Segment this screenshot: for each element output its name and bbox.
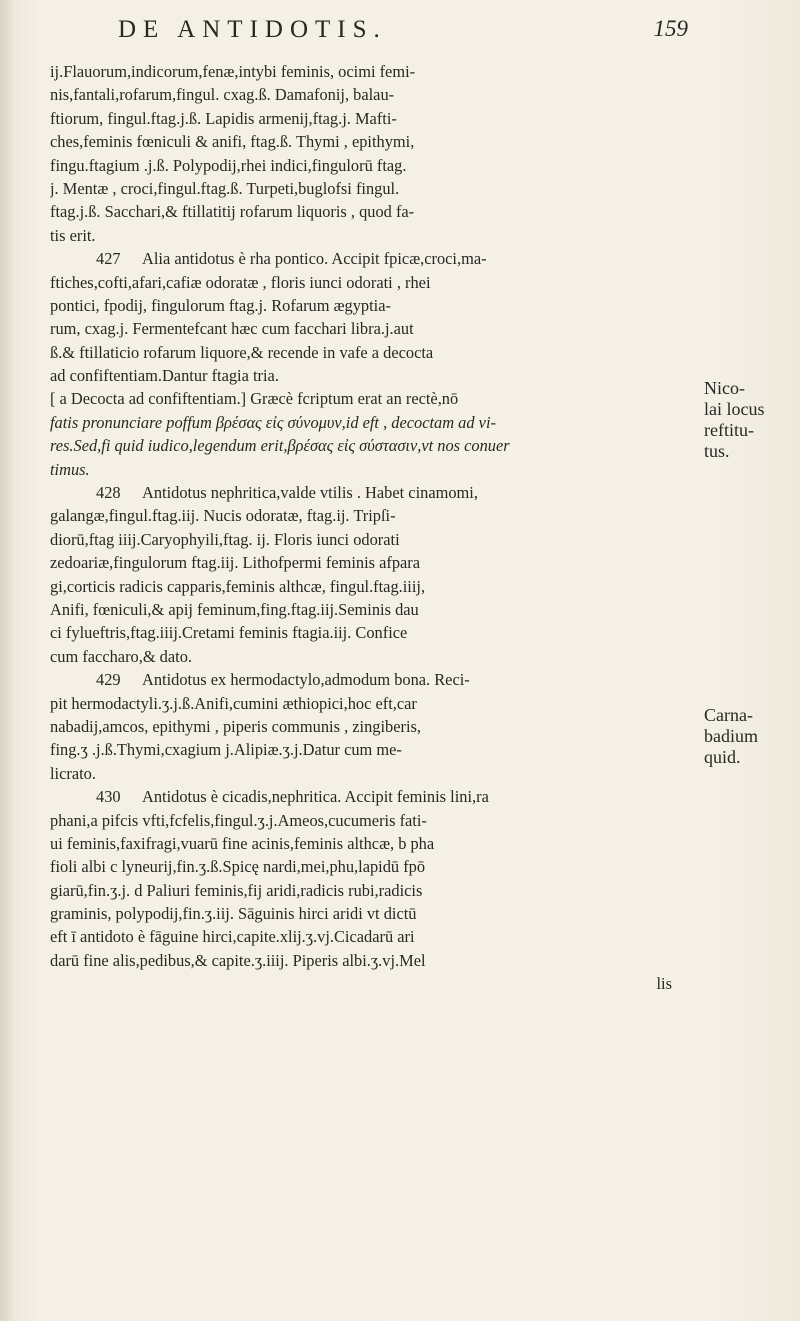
text-line	[50, 387, 682, 410]
running-title: DE ANTIDOTIS.	[118, 16, 387, 43]
margin-note-line: Nico-	[704, 377, 745, 398]
line-text: rum, cxag.j. Fermentefcant hæc cum facchari libra.j.aut	[50, 319, 414, 339]
text-line	[50, 645, 682, 668]
line-text: ches,feminis fœniculi & anifi, ftag.ß. Thymi , epithymi,	[50, 132, 415, 152]
margin-note-line: quid.	[704, 747, 741, 768]
text-line	[50, 364, 682, 387]
text-line	[50, 738, 682, 761]
margin-note	[704, 705, 796, 768]
text-line	[50, 271, 682, 294]
line-text: cum faccharo,& dato.	[50, 646, 192, 666]
text-line	[50, 925, 682, 948]
line-text: res.Sed,fi quid iudico,legendum erit,βρέσας εἰς σύστασιν,vt nos conuer	[50, 436, 510, 456]
line-text: ij.Flauorum,indicorum,fenæ,intybi feminis, ocimi femi-	[50, 62, 416, 81]
line-text: eft ī antidoto è fāguine hirci,capite.xlij.ʒ.vj.Cicadarū ari	[50, 927, 415, 947]
text-block	[50, 60, 682, 996]
line-text: Anifi, fœniculi,& apij feminum,fing.ftag.iij.Seminis dau	[50, 599, 419, 619]
text-line	[50, 668, 682, 691]
text-line	[50, 224, 682, 247]
text-line	[50, 200, 682, 223]
text-line	[50, 317, 682, 340]
line-text: fingu.ftagium .j.ß. Polypodij,rhei indici,fingulorū ftag.	[50, 155, 407, 175]
text-line	[50, 785, 682, 808]
line-text: zedoariæ,fingulorum ftag.iij. Lithofpermi feminis afpara	[50, 553, 421, 573]
line-text: fatis pronunciare poffum βρέσας εἰς σύνομυν,id eft , decoctam ad vi-	[50, 412, 496, 432]
text-line	[50, 528, 682, 551]
line-text: graminis, polypodij,fin.ʒ.iij. Sāguinis hirci aridi vt dictū	[50, 904, 417, 924]
text-line	[50, 902, 682, 925]
text-line	[50, 715, 682, 738]
text-line	[50, 598, 682, 621]
entry-number: 430	[96, 787, 121, 807]
entry-number: 428	[96, 483, 121, 503]
line-text: nis,fantali,rofarum,fingul. cxag.ß. Damafonij, balau-	[50, 85, 395, 105]
entry-number: 429	[96, 670, 121, 690]
text-line	[50, 411, 682, 434]
page-number: 159	[653, 16, 688, 41]
text-line	[50, 832, 682, 855]
line-text: gi,corticis radicis capparis,feminis althcæ, fingul.ftag.iiij,	[50, 576, 426, 596]
line-text: lis	[656, 974, 672, 994]
text-line	[50, 60, 682, 83]
line-text: ß.& ftillaticio rofarum liquore,& recende in vafe a decocta	[50, 342, 434, 362]
text-line	[50, 879, 682, 902]
line-text: licrato.	[50, 763, 96, 783]
line-text: Alia antidotus è rha pontico. Accipit fpicæ,croci,ma-	[142, 249, 487, 269]
entry-number: 427	[96, 249, 121, 269]
text-line	[50, 294, 682, 317]
text-line	[50, 154, 682, 177]
line-text: timus.	[50, 459, 90, 479]
text-line	[50, 130, 682, 153]
line-text: Antidotus nephritica,valde vtilis . Habet cinamomi,	[142, 483, 478, 503]
text-line	[50, 692, 682, 715]
margin-note-line: lai locus	[704, 398, 765, 419]
text-line	[50, 107, 682, 130]
margin-note	[704, 378, 796, 462]
text-line	[50, 434, 682, 457]
line-text: nabadij,amcos, epithymi , piperis communis , zingiberis,	[50, 716, 421, 736]
line-text: galangæ,fingul.ftag.iij. Nucis odoratæ, ftag.ij. Tripſi-	[50, 506, 396, 526]
line-text: pit hermodactyli.ʒ.j.ß.Anifi,cumini æthiopici,hoc eft,car	[50, 693, 417, 713]
text-line	[50, 575, 682, 598]
text-line	[50, 762, 682, 785]
line-text: pontici, fpodij, fingulorum ftag.j. Rofarum ægyptia-	[50, 295, 391, 315]
line-text: ui feminis,faxifragi,vuarū fine acinis,feminis althcæ, b pha	[50, 833, 435, 853]
line-text: ftiches,cofti,afari,cafiæ odoratæ , floris iunci odorati , rhei	[50, 272, 431, 292]
text-line	[50, 177, 682, 200]
running-head	[118, 14, 688, 54]
text-line	[50, 809, 682, 832]
line-text: ftag.j.ß. Sacchari,& ftillatitij rofarum liquoris , quod fa-	[50, 202, 415, 222]
line-text: ftiorum, fingul.ftag.j.ß. Lapidis armenij,ftag.j. Mafti-	[50, 108, 397, 128]
line-text: [ a Decocta ad confiftentiam.] Græcè fcriptum erat an rectè,nō	[50, 389, 459, 409]
line-text: tis erit.	[50, 225, 96, 245]
margin-note-line: badium	[704, 726, 758, 747]
text-line	[50, 481, 682, 504]
text-line	[50, 949, 682, 972]
text-line	[50, 551, 682, 574]
line-text: Antidotus ex hermodactylo,admodum bona. Reci-	[142, 670, 470, 690]
margin-note-line: reftitu-	[704, 419, 754, 440]
text-line	[50, 504, 682, 527]
page-gutter-shadow	[0, 0, 14, 1321]
line-text: darū fine alis,pedibus,& capite.ʒ.iiij. Piperis albi.ʒ.vj.Mel	[50, 950, 426, 970]
line-text: giarū,fin.ʒ.j. d Paliuri feminis,fij aridi,radicis rubi,radicis	[50, 880, 423, 900]
margin-note-line: Carna-	[704, 705, 753, 726]
line-text: ci fylueftris,ftag.iiij.Cretami feminis ftagia.iij. Confice	[50, 623, 408, 643]
text-line	[50, 247, 682, 270]
line-text: ad confiftentiam.Dantur ftagia tria.	[50, 366, 279, 386]
line-text: fing.ʒ .j.ß.Thymi,cxagium j.Alipiæ.ʒ.j.Datur cum me-	[50, 740, 402, 760]
line-text: diorū,ftag iiij.Caryophyili,ftag. ij. Floris iunci odorati	[50, 529, 400, 549]
text-line	[50, 972, 682, 995]
text-line	[50, 83, 682, 106]
line-text: phani,a pifcis vfti,fcfelis,fingul.ʒ.j.Ameos,cucumeris fati-	[50, 810, 427, 830]
line-text: j. Mentæ , croci,fingul.ftag.ß. Turpeti,buglofsi fingul.	[50, 178, 400, 198]
text-line	[50, 621, 682, 644]
text-line	[50, 458, 682, 481]
text-line	[50, 341, 682, 364]
margin-note-line: tus.	[704, 440, 730, 461]
text-line	[50, 855, 682, 878]
line-text: fioli albi c lyneurij,fin.ʒ.ß.Spicę nardi,mei,phu,lapidū fpō	[50, 857, 426, 877]
line-text: Antidotus è cicadis,nephritica. Accipit feminis lini,ra	[142, 787, 489, 807]
